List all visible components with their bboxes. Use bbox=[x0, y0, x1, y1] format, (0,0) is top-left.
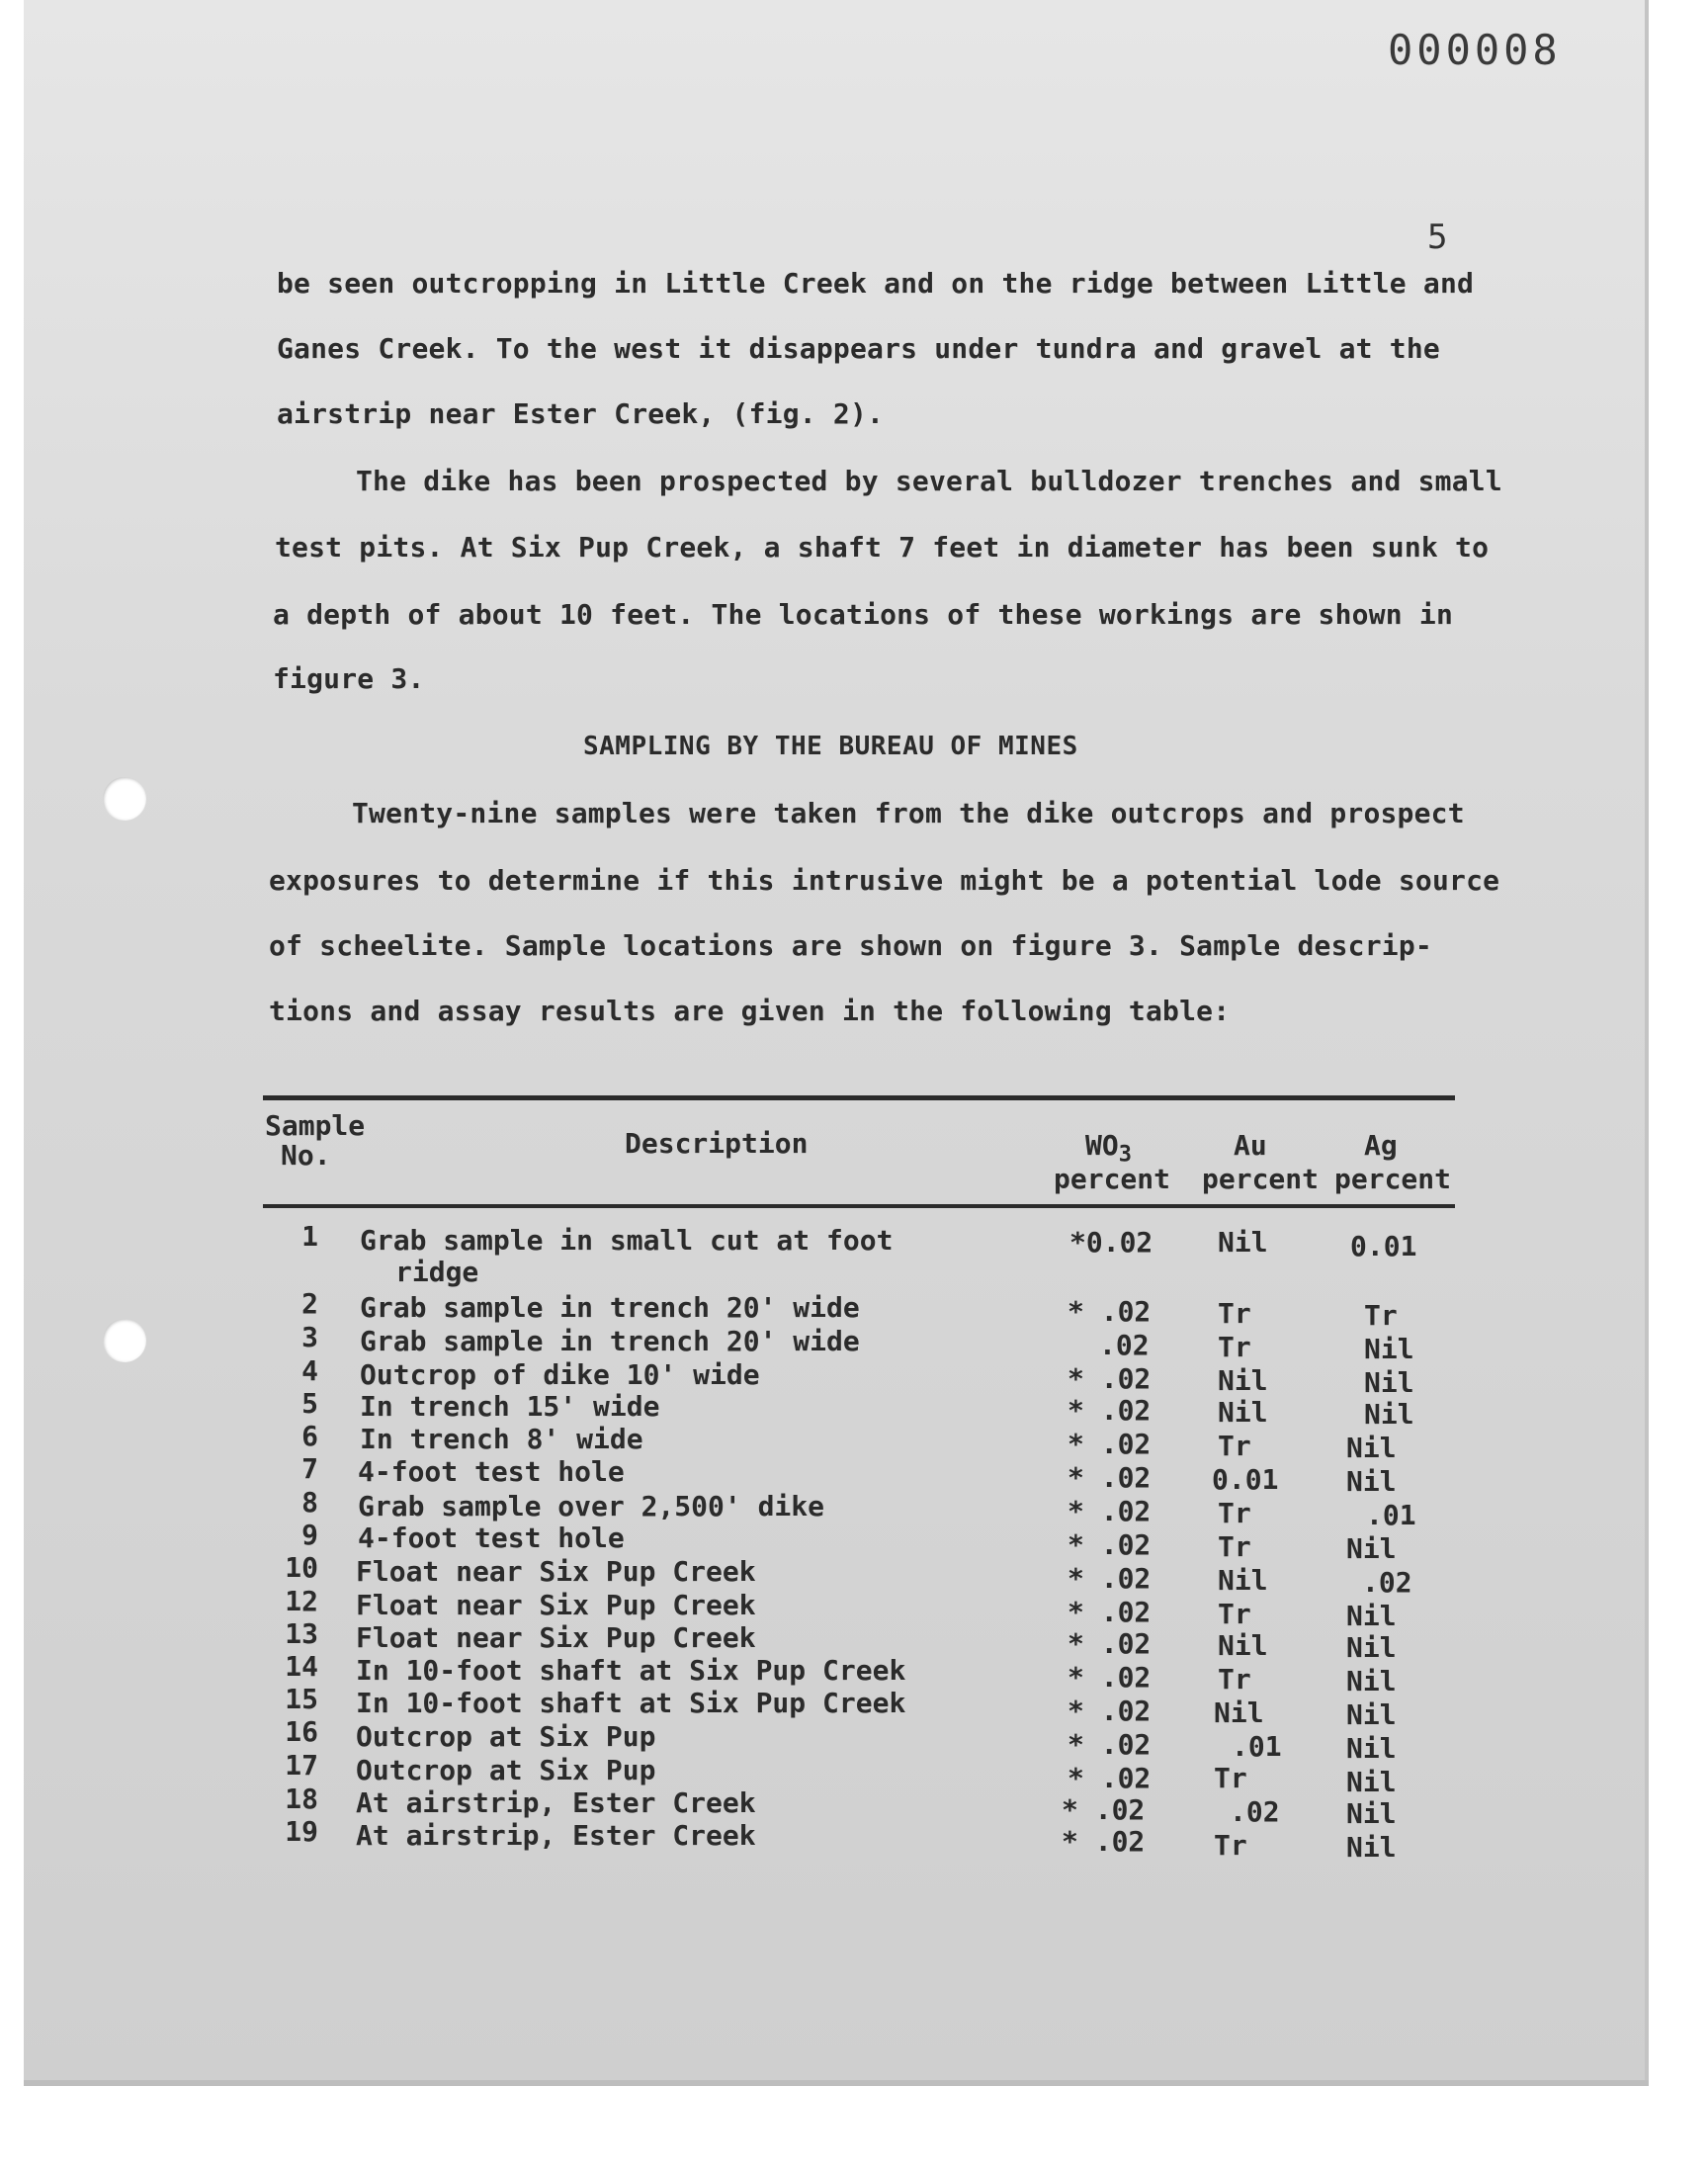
cell-ag: Nil bbox=[1346, 1465, 1397, 1498]
cell-ag: Nil bbox=[1346, 1766, 1397, 1798]
cell-description: In 10-foot shaft at Six Pup Creek bbox=[356, 1687, 906, 1719]
cell-description: Grab sample over 2,500' dike bbox=[358, 1490, 825, 1522]
header-wo3-unit: percent bbox=[1054, 1163, 1171, 1195]
cell-ag: Nil bbox=[1346, 1631, 1397, 1664]
sheet-edge-shadow bbox=[1645, 0, 1649, 2080]
cell-ag: Nil bbox=[1346, 1665, 1397, 1697]
cell-ag: .02 bbox=[1362, 1566, 1412, 1599]
cell-description: Grab sample in trench 20' wide bbox=[360, 1325, 860, 1357]
cell-description: Outcrop of dike 10' wide bbox=[360, 1358, 760, 1391]
text-line: be seen outcropping in Little Creek and on the ridge between Little and bbox=[277, 267, 1475, 300]
cell-au: Tr bbox=[1218, 1297, 1251, 1330]
cell-au: Nil bbox=[1218, 1396, 1268, 1429]
table-header-rule bbox=[263, 1204, 1455, 1208]
cell-au: Tr bbox=[1218, 1530, 1251, 1563]
cell-sample-no: 15 bbox=[285, 1683, 318, 1715]
cell-sample-no: 4 bbox=[301, 1354, 318, 1387]
cell-wo3: * .02 bbox=[1068, 1428, 1152, 1460]
cell-au: Tr bbox=[1214, 1762, 1247, 1794]
page-number: 5 bbox=[1427, 218, 1448, 257]
text-line: a depth of about 10 feet. The locations of these workings are shown in bbox=[273, 598, 1454, 631]
cell-wo3: * .02 bbox=[1068, 1528, 1152, 1561]
cell-wo3: * .02 bbox=[1068, 1762, 1152, 1794]
cell-ag: 0.01 bbox=[1350, 1230, 1417, 1262]
cell-ag: Nil bbox=[1364, 1366, 1414, 1399]
cell-sample-no: 18 bbox=[285, 1783, 318, 1815]
cell-sample-no: 8 bbox=[301, 1486, 318, 1519]
cell-description: At airstrip, Ester Creek bbox=[356, 1819, 756, 1852]
cell-wo3: * .02 bbox=[1068, 1627, 1152, 1660]
sheet-bottom-edge bbox=[24, 2080, 1649, 2086]
text-line: tions and assay results are given in the following table: bbox=[269, 995, 1231, 1027]
cell-description: Float near Six Pup Creek bbox=[356, 1589, 756, 1621]
cell-wo3: * .02 bbox=[1068, 1661, 1152, 1694]
cell-description: In trench 8' wide bbox=[360, 1423, 643, 1455]
cell-description: 4-foot test hole bbox=[358, 1522, 625, 1554]
cell-description: Float near Six Pup Creek bbox=[356, 1621, 756, 1654]
text-line: of scheelite. Sample locations are shown on figure 3. Sample descrip- bbox=[269, 929, 1432, 962]
table-top-rule bbox=[263, 1095, 1455, 1100]
cell-sample-no: 16 bbox=[285, 1715, 318, 1748]
cell-description: Outcrop at Six Pup bbox=[356, 1754, 656, 1786]
text-line: airstrip near Ester Creek, (fig. 2). bbox=[277, 397, 885, 430]
text-line: The dike has been prospected by several bulldozer trenches and small bbox=[356, 465, 1502, 497]
cell-au: Tr bbox=[1218, 1497, 1251, 1529]
cell-wo3: * .02 bbox=[1068, 1495, 1152, 1527]
header-wo3-label: WO bbox=[1085, 1129, 1119, 1162]
section-heading: SAMPLING BY THE BUREAU OF MINES bbox=[583, 732, 1078, 761]
cell-au: Nil bbox=[1214, 1696, 1264, 1729]
cell-wo3: * .02 bbox=[1068, 1362, 1152, 1395]
text-line: Twenty-nine samples were taken from the dike outcrops and prospect bbox=[352, 797, 1465, 829]
header-no: No. bbox=[281, 1139, 331, 1172]
cell-sample-no: 1 bbox=[301, 1220, 318, 1253]
cell-description: 4-foot test hole bbox=[358, 1455, 625, 1488]
cell-sample-no: 19 bbox=[285, 1815, 318, 1848]
header-wo3-subscript: 3 bbox=[1118, 1142, 1132, 1168]
cell-au: Tr bbox=[1218, 1663, 1251, 1696]
cell-au: Nil bbox=[1218, 1564, 1268, 1597]
cell-sample-no: 14 bbox=[285, 1650, 318, 1683]
cell-ag: Nil bbox=[1364, 1398, 1414, 1431]
cell-description: At airstrip, Ester Creek bbox=[356, 1786, 756, 1819]
text-line: Ganes Creek. To the west it disappears under tundra and gravel at the bbox=[277, 332, 1440, 365]
cell-description: In 10-foot shaft at Six Pup Creek bbox=[356, 1654, 906, 1687]
cell-description: Grab sample in trench 20' wide bbox=[360, 1291, 860, 1324]
cell-ag: Nil bbox=[1346, 1432, 1397, 1464]
header-description: Description bbox=[625, 1127, 809, 1160]
cell-wo3: * .02 bbox=[1068, 1596, 1152, 1628]
cell-wo3: * .02 bbox=[1068, 1394, 1152, 1427]
cell-ag: Nil bbox=[1346, 1532, 1397, 1565]
cell-au: Tr bbox=[1218, 1430, 1251, 1462]
cell-au: 0.01 bbox=[1212, 1463, 1279, 1496]
header-sample: Sample bbox=[265, 1109, 366, 1142]
cell-au: Tr bbox=[1218, 1598, 1251, 1630]
cell-au: .01 bbox=[1232, 1730, 1282, 1763]
cell-au: .02 bbox=[1230, 1795, 1280, 1828]
cell-au: Tr bbox=[1218, 1331, 1251, 1363]
cell-au: Nil bbox=[1218, 1364, 1268, 1397]
text-line: figure 3. bbox=[273, 662, 425, 695]
cell-wo3: * .02 bbox=[1068, 1695, 1152, 1727]
cell-wo3: * .02 bbox=[1062, 1793, 1146, 1826]
document-number: 000008 bbox=[1388, 26, 1562, 74]
header-ag-unit: percent bbox=[1334, 1163, 1452, 1195]
header-au: Au bbox=[1234, 1129, 1267, 1162]
cell-ag: Nil bbox=[1346, 1698, 1397, 1731]
cell-wo3: .02 bbox=[1099, 1329, 1150, 1361]
cell-wo3: * .02 bbox=[1068, 1562, 1152, 1595]
cell-ag: Nil bbox=[1364, 1333, 1414, 1365]
cell-wo3: * .02 bbox=[1068, 1461, 1152, 1494]
cell-ag: Nil bbox=[1346, 1732, 1397, 1765]
cell-description: Grab sample in small cut at foot bbox=[360, 1224, 894, 1257]
cell-description: Float near Six Pup Creek bbox=[356, 1555, 756, 1588]
cell-au: Tr bbox=[1214, 1829, 1247, 1862]
cell-wo3: * .02 bbox=[1068, 1295, 1152, 1328]
cell-au: Nil bbox=[1218, 1226, 1268, 1259]
cell-wo3: * .02 bbox=[1068, 1728, 1152, 1761]
cell-ag: Nil bbox=[1346, 1831, 1397, 1864]
cell-description: Outcrop at Six Pup bbox=[356, 1720, 656, 1753]
header-ag: Ag bbox=[1364, 1129, 1398, 1162]
cell-description: In trench 15' wide bbox=[360, 1390, 660, 1423]
cell-sample-no: 9 bbox=[301, 1519, 318, 1551]
cell-sample-no: 12 bbox=[285, 1585, 318, 1617]
cell-sample-no: 3 bbox=[301, 1321, 318, 1353]
cell-wo3: *0.02 bbox=[1069, 1226, 1153, 1259]
cell-sample-no: 7 bbox=[301, 1452, 318, 1485]
cell-ag: .01 bbox=[1366, 1499, 1416, 1531]
cell-sample-no: 2 bbox=[301, 1287, 318, 1320]
cell-ag: Nil bbox=[1346, 1600, 1397, 1632]
cell-ag: Tr bbox=[1364, 1299, 1398, 1332]
cell-description-continued: ridge bbox=[395, 1256, 479, 1288]
cell-sample-no: 6 bbox=[301, 1420, 318, 1452]
text-line: test pits. At Six Pup Creek, a shaft 7 feet in diameter has been sunk to bbox=[275, 531, 1490, 564]
cell-au: Nil bbox=[1218, 1629, 1268, 1662]
cell-wo3: * .02 bbox=[1062, 1825, 1146, 1858]
cell-ag: Nil bbox=[1346, 1797, 1397, 1830]
cell-sample-no: 10 bbox=[285, 1551, 318, 1584]
cell-sample-no: 13 bbox=[285, 1617, 318, 1650]
punch-hole-icon bbox=[103, 777, 146, 821]
punch-hole-icon bbox=[103, 1319, 146, 1362]
cell-sample-no: 5 bbox=[301, 1387, 318, 1420]
cell-sample-no: 17 bbox=[285, 1749, 318, 1782]
text-line: exposures to determine if this intrusive might be a potential lode source bbox=[269, 864, 1500, 897]
header-au-unit: percent bbox=[1202, 1163, 1320, 1195]
